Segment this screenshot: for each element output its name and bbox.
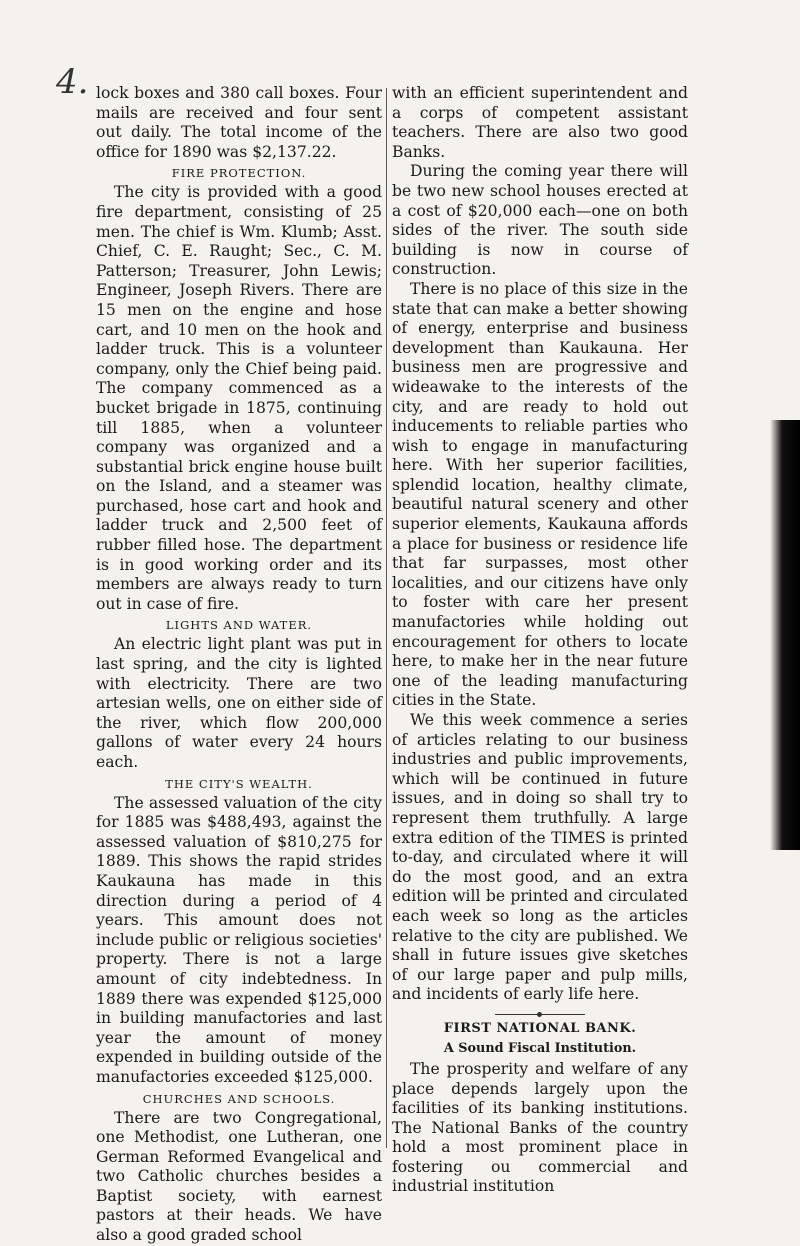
section-divider xyxy=(495,1014,585,1015)
intro-paragraph: lock boxes and 380 call boxes. Four mails are received and four sent out daily. The total income of the office for 1890 was $2,137.22. xyxy=(96,84,382,161)
new-schools-paragraph: During the coming year there will be two new school houses erected at a cost of $20,000 each—one on both sides of the river. The south side building is now in course of construction. xyxy=(392,162,688,279)
churches-schools-heading: CHURCHES AND SCHOOLS. xyxy=(142,1091,336,1106)
city-wealth-heading: THE CITY'S WEALTH. xyxy=(165,776,313,791)
right-column xyxy=(392,84,688,1197)
bank-subheading: A Sound Fiscal Institution. xyxy=(443,1040,637,1056)
kaukauna-paragraph: There is no place of this size in the state that can make a better showing of energy, enterprise and business development than Kaukauna. Her business men are progressive and wideawake to the interests of the city, and are ready to hold out inducements to reliable parties who wish to engage in manufacturing here. With her superior facilities, splendid location, healthy climate, beautiful natural scenery and other superior elements, Kaukauna affords a place for business or residence life that far surpasses, most other localities, and our citizens have only to foster with care her present manufactories while holding out encouragement for others to locate here, to make her in the near future one of the leading manufacturing cities in the State. xyxy=(392,279,688,710)
schools-continued-paragraph: with an efficient superintendent and a corps of competent assistant teachers. There are also two good Banks. xyxy=(392,84,688,161)
city-wealth-paragraph: The assessed valuation of the city for 1885 was $488,493, against the assessed valuation of $810,275 for 1889. This shows the rapid strides Kaukauna has made in this direction during a period of 4 years. This amount does not include public or religious societies' property. There is not a large amount of city indebtedness. In 1889 there was expended $125,000 in building manufactories and last year the amount of money expended in building outside of the manufactories exceeded $125,000. xyxy=(96,793,382,1086)
fire-protection-paragraph: The city is provided with a good fire department, consisting of 25 men. The chief is Wm. Klumb; Asst. Chief, C. E. Raught; Sec., C. M. Patterson; Treasurer, John Lewis; Engineer, Joseph Rivers. There are 15 men on the engine and hose cart, and 10 men on the hook and ladder truck. This is a volunteer company, only the Chief being paid. The company commenced as a bucket brigade in 1875, continuing till 1885, when a volunteer company was organized and a substantial brick engine house built on the Island, and a steamer was purchased, hose cart and hook and ladder truck and 2,500 feet of rubber filled hose. The department is in good working order and its members are always ready to turn out in case of fire. xyxy=(96,183,382,613)
lights-water-heading: LIGHTS AND WATER. xyxy=(165,618,313,633)
bank-paragraph: The prosperity and welfare of any place depends largely upon the facilities of its banking institutions. The National Banks of the country hold a most prominent place in fostering ou commercial and industrial institution xyxy=(392,1059,688,1196)
left-column xyxy=(96,84,382,1246)
bank-heading: FIRST NATIONAL BANK. xyxy=(443,1020,637,1036)
page-number: 4. xyxy=(56,62,89,102)
lights-water-paragraph: An electric light plant was put in last spring, and the city is lighted with electricity. There are two artesian wells, one on either side of the river, which flow 200,000 gallons of water every 24 hours each. xyxy=(96,635,382,771)
churches-schools-paragraph: There are two Congregational, one Methodist, one Lutheran, one German Reformed Evangelical and two Catholic churches besides a Baptist society, with earnest pastors at their heads. We have also a good graded school xyxy=(96,1108,382,1245)
article-series-paragraph: We this week commence a series of articles relating to our business industries and public improvements, which will be continued in future issues, and in doing so shall try to represent them truthfully. A large extra edition of the TIMES is printed to-day, and circulated where it will do the most good, and an extra edition will be printed and circulated each week so long as the articles relative to the city are published. We shall in future issues give sketches of our large paper and pulp mills, and incidents of early life here. xyxy=(392,711,688,1004)
column-divider xyxy=(386,88,387,1148)
scan-edge-shadow xyxy=(770,420,800,850)
fire-protection-heading: FIRE PROTECTION. xyxy=(171,166,307,181)
